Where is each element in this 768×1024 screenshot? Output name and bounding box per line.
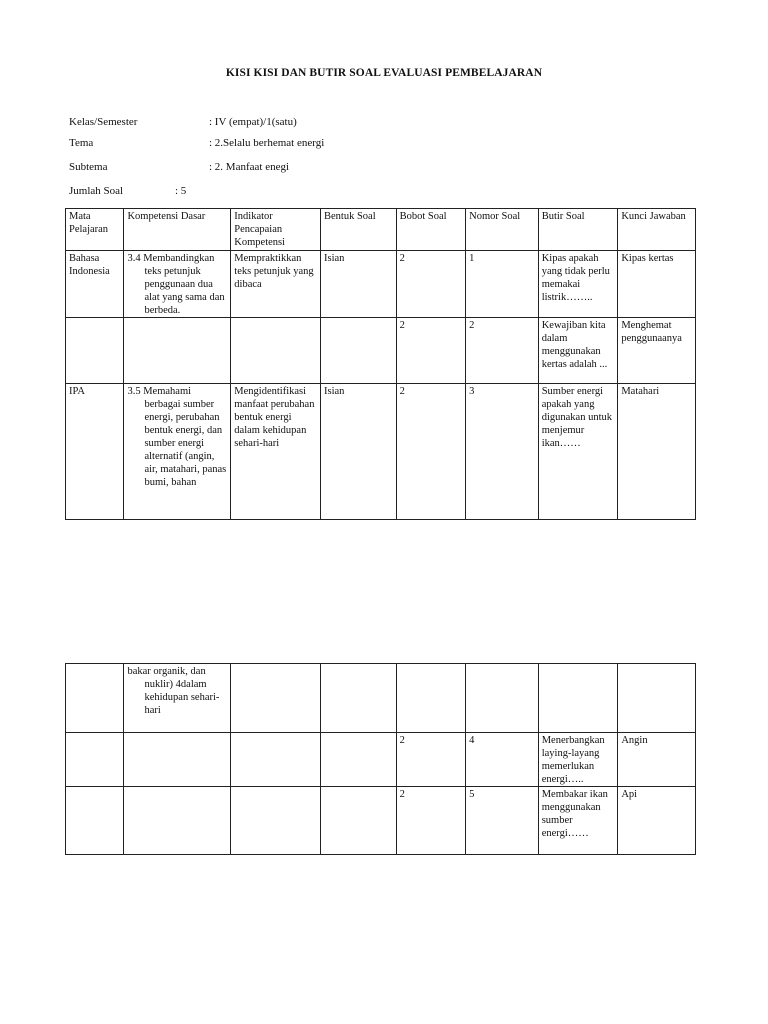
cell-bobot-soal: 2 [396, 251, 466, 318]
header-bobot-soal: Bobot Soal [396, 209, 466, 251]
cell-kompetensi-dasar [124, 787, 231, 855]
cell-kunci-jawaban: Kipas kertas [618, 251, 696, 318]
cell-indikator: Mengidentifikasi manfaat perubahan bentuk energi dalam kehidupan sehari-hari [231, 384, 321, 520]
cell-bobot-soal [396, 664, 466, 733]
cell-kunci-jawaban: Menghemat penggunaanya [618, 318, 696, 384]
cell-kompetensi-dasar: 3.4 Membandingkan teks petunjuk penggunaan dua alat yang sama dan berbeda. [124, 251, 231, 318]
cell-mata-pelajaran [66, 664, 124, 733]
header-kompetensi-dasar: Kompetensi Dasar [124, 209, 231, 251]
table-row [66, 787, 696, 855]
cell-indikator [231, 664, 321, 733]
subtema-label: Subtema [69, 161, 108, 173]
tema-label: Tema [69, 137, 94, 149]
table-row [66, 733, 696, 787]
cell-indikator [231, 318, 321, 384]
header-butir-soal: Butir Soal [538, 209, 618, 251]
kelas-label: Kelas/Semester [69, 116, 138, 128]
kisi-table-continued [65, 663, 696, 855]
cell-kunci-jawaban: Angin [618, 733, 696, 787]
cell-indikator [231, 733, 321, 787]
cell-mata-pelajaran: Bahasa Indonesia [66, 251, 124, 318]
table-row [66, 384, 696, 520]
table-row [66, 318, 696, 384]
cell-butir-soal: Kewajiban kita dalam menggunakan kertas adalah ... [538, 318, 618, 384]
cell-bobot-soal: 2 [396, 733, 466, 787]
cell-kompetensi-dasar: 3.5 Memahami berbagai sumber energi, perubahan bentuk energi, dan sumber energi alternatif (angin, air, matahari, panas bumi, bahan [124, 384, 231, 520]
cell-kunci-jawaban: Matahari [618, 384, 696, 520]
kisi-table [65, 208, 696, 520]
cell-butir-soal [538, 664, 618, 733]
cell-butir-soal: Sumber energi apakah yang digunakan untuk menjemur ikan…… [538, 384, 618, 520]
header-bentuk-soal: Bentuk Soal [321, 209, 397, 251]
cell-nomor-soal: 2 [466, 318, 539, 384]
kelas-value: : IV (empat)/1(satu) [209, 116, 297, 128]
cell-kunci-jawaban [618, 664, 696, 733]
cell-mata-pelajaran [66, 787, 124, 855]
header-nomor-soal: Nomor Soal [466, 209, 539, 251]
cell-nomor-soal: 4 [466, 733, 539, 787]
cell-bentuk-soal: Isian [321, 251, 397, 318]
cell-butir-soal: Kipas apakah yang tidak perlu memakai listrik…….. [538, 251, 618, 318]
cell-bobot-soal: 2 [396, 787, 466, 855]
cell-kompetensi-dasar [124, 733, 231, 787]
cell-nomor-soal: 1 [466, 251, 539, 318]
cell-bentuk-soal: Isian [321, 384, 397, 520]
table-header-row [66, 209, 696, 251]
cell-bentuk-soal [321, 318, 397, 384]
cell-nomor-soal: 3 [466, 384, 539, 520]
table-row [66, 251, 696, 318]
cell-nomor-soal [466, 664, 539, 733]
cell-kompetensi-dasar: bakar organik, dan nuklir) 4dalam kehidupan sehari-hari [124, 664, 231, 733]
tema-value: : 2.Selalu berhemat energi [209, 137, 325, 149]
cell-kompetensi-dasar [124, 318, 231, 384]
cell-mata-pelajaran [66, 733, 124, 787]
table-row [66, 664, 696, 733]
cell-kunci-jawaban: Api [618, 787, 696, 855]
cell-bobot-soal: 2 [396, 318, 466, 384]
header-kunci-jawaban: Kunci Jawaban [618, 209, 696, 251]
document-title: KISI KISI DAN BUTIR SOAL EVALUASI PEMBELAJARAN [225, 67, 543, 79]
cell-bobot-soal: 2 [396, 384, 466, 520]
cell-mata-pelajaran: IPA [66, 384, 124, 520]
jumlah-soal-value: : 5 [175, 185, 187, 197]
cell-bentuk-soal [321, 733, 397, 787]
header-indikator: Indikator Pencapaian Kompetensi [231, 209, 321, 251]
cell-indikator [231, 787, 321, 855]
header-mata-pelajaran: Mata Pelajaran [66, 209, 124, 251]
cell-mata-pelajaran [66, 318, 124, 384]
cell-bentuk-soal [321, 787, 397, 855]
cell-indikator: Mempraktikkan teks petunjuk yang dibaca [231, 251, 321, 318]
cell-butir-soal: Membakar ikan menggunakan sumber energi…… [538, 787, 618, 855]
cell-bentuk-soal [321, 664, 397, 733]
cell-butir-soal: Menerbangkan laying-layang memerlukan energi….. [538, 733, 618, 787]
jumlah-soal-label: Jumlah Soal [69, 185, 124, 197]
subtema-value: : 2. Manfaat enegi [209, 161, 290, 173]
cell-nomor-soal: 5 [466, 787, 539, 855]
